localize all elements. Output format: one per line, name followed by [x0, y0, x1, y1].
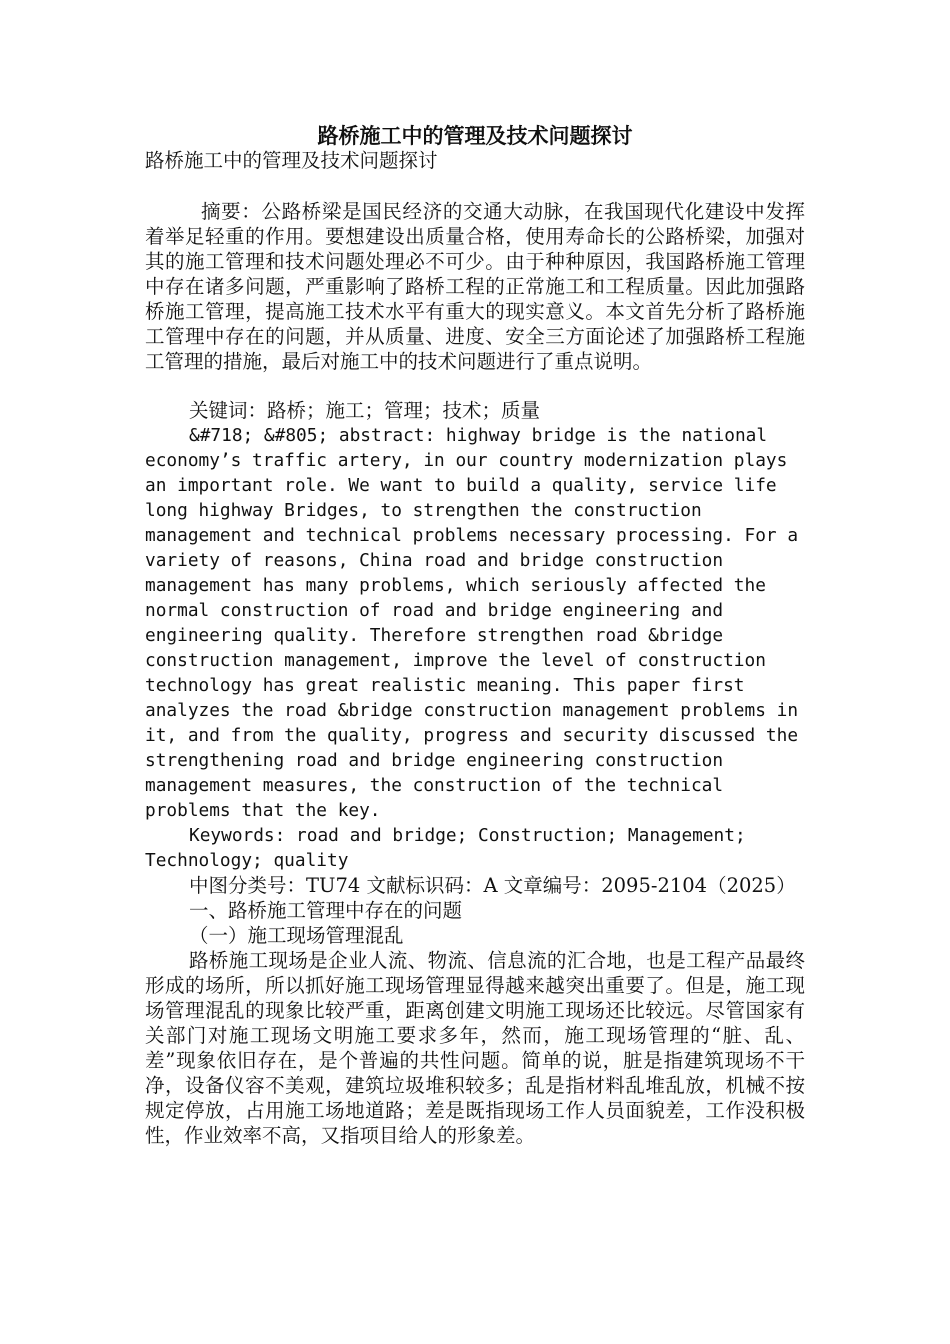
- keywords-english: Keywords: road and bridge; Construction; Management; Technology; quality: [145, 825, 746, 871]
- abstract-chinese: 摘要：公路桥梁是国民经济的交通大动脉，在我国现代化建设中发挥着举足轻重的作用。要想建设出质量合格，使用寿命长的公路桥梁，加强对其的施工管理和技术问题处理必不可少。由于种种原因，我国路桥施工管理中存在诸多问题，严重影响了路桥工程的正常施工和工程质量。因此加强路桥施工管理，提高施工技术水平有重大的现实意义。本文首先分析了路桥施工管理中存在的问题，并从质量、进度、安全三方面论述了加强路桥工程施工管理的措施，最后对施工中的技术问题进行了重点说明。: [145, 200, 805, 373]
- spacer: [145, 173, 805, 199]
- classification-line: 中图分类号：TU74 文献标识码：A 文章编号：2095-2104（2025）: [189, 874, 796, 897]
- subsection-heading: （一）施工现场管理混乱: [189, 924, 404, 947]
- spacer: [145, 374, 805, 398]
- document-title: 路桥施工中的管理及技术问题探讨: [317, 123, 633, 148]
- document-subtitle: 路桥施工中的管理及技术问题探讨: [145, 149, 438, 172]
- keywords-chinese: 关键词：路桥；施工；管理；技术；质量: [189, 399, 541, 422]
- document-body: [145, 148, 805, 1148]
- abstract-english: &#718; &#805; abstract: highway bridge is the national economy’s traffic artery, in our country modernization plays an important role. We want to build a quality, service life long highway Bridges, to strengthen the construction management and technical problems necessary processing. For a variety of reasons, China road and bridge construction management has many problems, which seriously affected the normal construction of road and bridge engineering and engineering quality. Therefore strengthen road &bridge construction management, improve the level of construction technology has great realistic meaning. This paper first analyzes the road &bridge construction management problems in it, and from the quality, progress and security discussed the strengthening road and bridge engineering construction management measures, the construction of the technical problems that the key.: [145, 425, 799, 821]
- section-heading: 一、路桥施工管理中存在的问题: [189, 899, 463, 922]
- body-paragraph: 路桥施工现场是企业人流、物流、信息流的汇合地，也是工程产品最终形成的场所，所以抓好施工现场管理显得越来越突出重要了。但是，施工现场管理混乱的现象比较严重，距离创建文明施工现场还比较远。尽管国家有关部门对施工现场文明施工要求多年，然而，施工现场管理的“脏、乱、差”现象依旧存在，是个普遍的共性问题。简单的说，脏是指建筑现场不干净，设备仪容不美观，建筑垃圾堆积较多；乱是指材料乱堆乱放，机械不按规定停放，占用施工场地道路；差是既指现场工作人员面貌差，工作没积极性，作业效率不高，又指项目给人的形象差。: [145, 949, 805, 1147]
